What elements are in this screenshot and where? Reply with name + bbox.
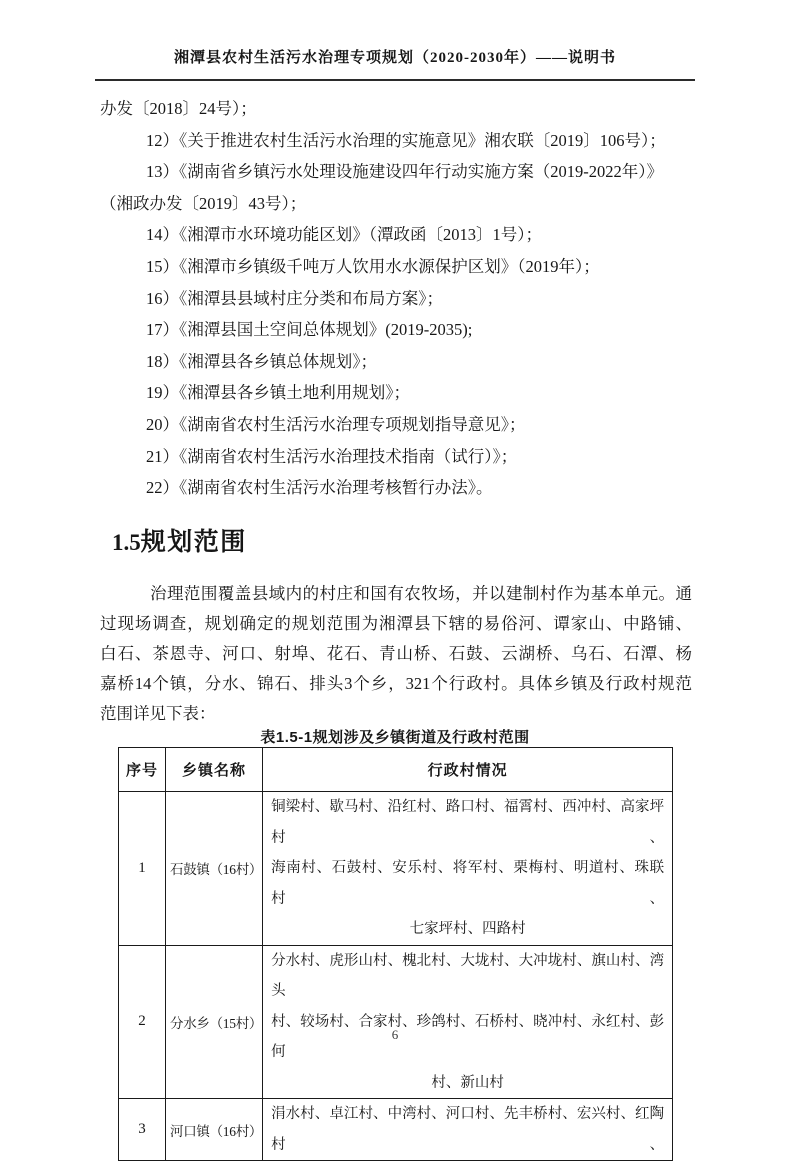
reference-line: 12）《关于推进农村生活污水治理的实施意见》湘农联〔2019〕106号）； — [146, 130, 666, 150]
paragraph-line: 白石、茶恩寺、河口、射埠、花石、青山桥、石鼓、云湖桥、乌石、石潭、杨 — [100, 644, 692, 663]
township-villages-table — [118, 747, 673, 1161]
paragraph-line: 范围详见下表： — [100, 704, 216, 723]
row-number-cell: 2 — [119, 945, 166, 1099]
villages-cell — [263, 792, 673, 946]
village-line: 村、较场村、合家村、珍鸽村、石桥村、晓冲村、永红村、彭何 — [271, 1013, 665, 1060]
paragraph-line: 治理范围覆盖县域内的村庄和国有农牧场，并以建制村作为基本单元。通 — [150, 584, 692, 603]
village-line: 七家坪村、四路村 — [409, 921, 526, 937]
village-line: 铜梁村、歇马村、沿红村、路口村、福霄村、西冲村、高家坪村、 — [271, 799, 665, 846]
section-heading-number: 1.5 — [112, 530, 141, 555]
reference-line: 22）《湖南省农村生活污水治理考核暂行办法》。 — [146, 478, 493, 498]
section-heading — [112, 522, 247, 558]
reference-line: 13）《湖南省乡镇污水处理设施建设四年行动实施方案（2019-2022年）》 — [146, 162, 663, 182]
reference-line: 20）《湖南省农村生活污水治理专项规划指导意见》； — [146, 414, 526, 434]
reference-line: 办发〔2018〕24号）； — [100, 99, 257, 118]
table-row — [119, 945, 673, 1099]
village-line: 海南村、石鼓村、安乐村、将军村、栗梅村、明道村、珠联村、 — [271, 860, 665, 907]
reference-line: （湘政办发〔2019〕43号）； — [100, 193, 307, 213]
table-body — [119, 792, 673, 1161]
village-line: 村、新山村 — [431, 1074, 504, 1091]
column-header-town: 乡镇名称 — [166, 748, 263, 792]
paragraph-line: 嘉桥14个镇，分水、锦石、排头3个乡，321个行政村。具体乡镇及行政村规范 — [100, 674, 692, 693]
header-rule-divider — [95, 79, 695, 81]
section-heading-title: 规划范围 — [140, 528, 247, 556]
reference-line: 16）《湘潭县县域村庄分类和布局方案》； — [146, 288, 443, 308]
reference-list — [100, 93, 692, 504]
town-name-cell: 分水乡（15村） — [166, 945, 263, 1099]
table-caption: 表1.5-1规划涉及乡镇街道及行政村范围 — [260, 729, 530, 746]
reference-line: 21）《湖南省农村生活污水治理技术指南（试行）》； — [146, 446, 518, 466]
village-line: 涓水村、卓江村、中湾村、河口村、先丰桥村、宏兴村、红陶村、 — [271, 1106, 665, 1153]
table-header-row — [119, 748, 673, 792]
village-line: 分水村、虎形山村、槐北村、大垅村、大冲垅村、旗山村、湾头 — [271, 952, 665, 999]
reference-line: 19）《湘潭县各乡镇土地利用规划》； — [146, 383, 410, 403]
reference-line: 17）《湘潭县国土空间总体规划》(2019-2035); — [146, 320, 473, 340]
reference-line: 15）《湘潭市乡镇级千吨万人饮用水水源保护区划》（2019年）； — [146, 256, 600, 276]
town-name-cell: 石鼓镇（16村） — [166, 792, 263, 946]
row-number-cell: 1 — [119, 792, 166, 946]
page-number: 6 — [391, 1027, 399, 1042]
reference-line: 14）《湘潭市水环境功能区划》（潭政函〔2013〕1号）； — [146, 225, 542, 245]
column-header-villages: 行政村情况 — [263, 748, 673, 792]
table-row — [119, 1099, 673, 1161]
table-row — [119, 792, 673, 946]
town-name-cell: 河口镇（16村） — [166, 1099, 263, 1161]
villages-cell — [263, 945, 673, 1099]
reference-line: 18）《湘潭县各乡镇总体规划》； — [146, 351, 377, 371]
document-header-title: 湘潭县农村生活污水治理专项规划（2020-2030年）——说明书 — [174, 50, 616, 66]
paragraph-line: 过现场调查，规划确定的规划范围为湘潭县下辖的易俗河、谭家山、中路铺、 — [100, 614, 692, 633]
scope-paragraph — [100, 579, 692, 729]
column-header-number: 序号 — [119, 748, 166, 792]
villages-cell — [263, 1099, 673, 1161]
row-number-cell: 3 — [119, 1099, 166, 1161]
